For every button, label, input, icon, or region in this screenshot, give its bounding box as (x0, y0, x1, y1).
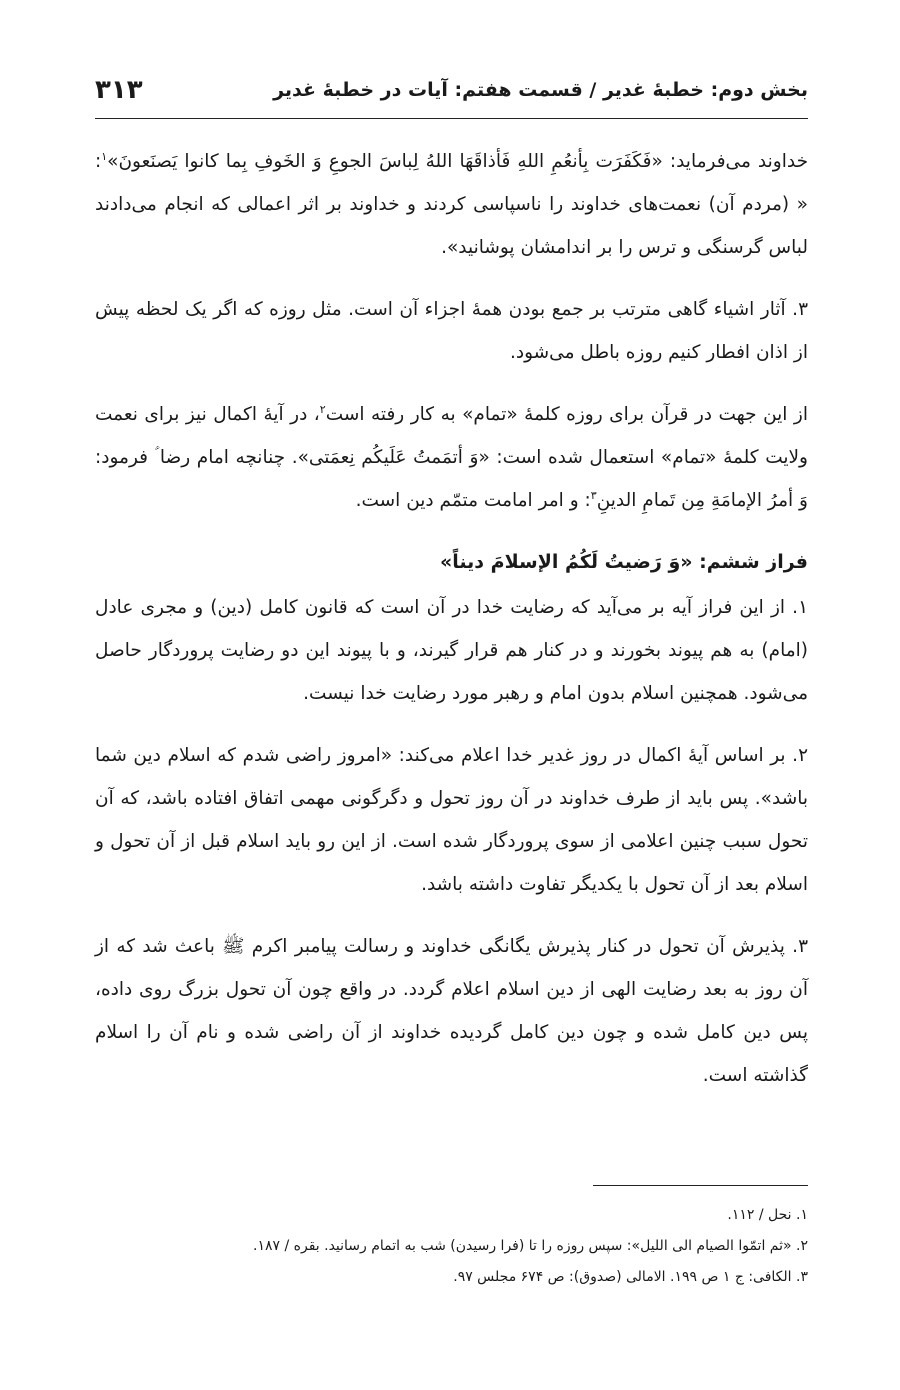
paragraph-item-2: ۲. بر اساس آیهٔ اکمال در روز غدیر خدا اعلام می‌کند: «امروز راضی شدم که اسلام دین شما باشد». پس باید از طرف خداوند در آن روز تحول و دگرگونی مهمی اتفاق افتاده باشد، که آن تحول سبب چنین اعلامی از سوی پروردگار شده است. از این رو باید اسلام قبل از آن تحول و اسلام بعد از آن تحول با یکدیگر تفاوت داشته باشد. (95, 745, 808, 895)
footnote-ref[interactable]: ۲ (319, 402, 326, 416)
footnote-divider (593, 1185, 808, 1186)
paragraph-text: : « (مردم آن) نعمت‌های خداوند را ناسپاسی کردند و خداوند بر اثر اعمالی که انجام می‌دادند لباس گرسنگی و ترس را بر اندامشان پوشانید». (95, 151, 808, 258)
paragraph-text: : و امر امامت متمّم دین است. (355, 490, 591, 511)
paragraph-text: خداوند می‌فرماید: «فَکَفَرَت بِأنعُمِ اللهِ فَأذاقَهَا اللهُ لِباسَ الجوعِ وَ الخَوفِ بِما کانوا یَصنَعونَ» (107, 151, 808, 172)
section-heading: فراز ششم: «وَ رَضیتُ لَکُمُ الإسلامَ دیناً» (440, 551, 808, 573)
paragraph-text: از این جهت در قرآن برای روزه کلمهٔ «تمام» به کار رفته است (325, 404, 808, 425)
paragraph-verse-nahl (95, 140, 808, 269)
footnote-3: ۳. الکافی: ج ۱ ص ۱۹۹. الامالی (صدوق): ص ۶۷۴ مجلس ۹۷. (453, 1269, 808, 1285)
footnote-ref[interactable]: ۳ (590, 488, 597, 502)
footnote-1: ۱. نحل / ۱۱۲. (727, 1207, 808, 1223)
header-title: بخش دوم: خطبهٔ غدیر / قسمت هفتم: آیات در خطبهٔ غدیر (273, 79, 808, 101)
running-header (95, 62, 808, 119)
paragraph-item-3b: ۳. پذیرش آن تحول در کنار پذیرش یگانگی خداوند و رسالت پیامبر اکرم ﷺ باعث شد که از آن روز به بعد رضایت الهی از دین اسلام اعلام گردد. در واقع چون آن تحول بزرگ روی داده، پس دین کامل شده و چون دین کامل گردیده خداوند از آن راضی شده و نام آن را اسلام گذاشته است. (95, 936, 808, 1086)
paragraph-item-3: ۳. آثار اشیاء گاهی مترتب بر جمع بودن همهٔ اجزاء آن است. مثل روزه که اگر یک لحظه پیش از اذان افطار کنیم روزه باطل می‌شود. (95, 299, 808, 363)
main-text (95, 140, 808, 1099)
paragraph-tamam (95, 393, 808, 522)
footnotes (95, 1200, 808, 1293)
footnote-ref[interactable]: ۱ (101, 149, 108, 163)
page-number: ۳۱۳ (95, 75, 143, 105)
paragraph-item-1: ۱. از این فراز آیه بر می‌آید که رضایت خدا در آن است که قانون کامل (دین) و مجری عادل (امام) به هم پیوند بخورند و در کنار هم قرار گیرند، و با پیوند این دو رضایت پروردگار حاصل می‌شود. همچنین اسلام بدون امام و رهبر مورد رضایت خدا نیست. (95, 597, 808, 704)
footnote-2: ۲. «ثم اتمّوا الصیام الی اللیل»: سپس روزه را تا (فرا رسیدن) شب به اتمام رسانید. بقره / ۱۸۷. (253, 1238, 808, 1254)
paragraph-text: ، در آیهٔ اکمال نیز برای نعمت ولایت کلمهٔ «تمام» استعمال شده است: «وَ أتمَمتُ عَلَیکُم نِعمَتی». چنانچه امام رضا ؑ فرمود: وَ أمرُ الإمامَةِ مِن تَمامِ الدینِ (95, 404, 808, 511)
